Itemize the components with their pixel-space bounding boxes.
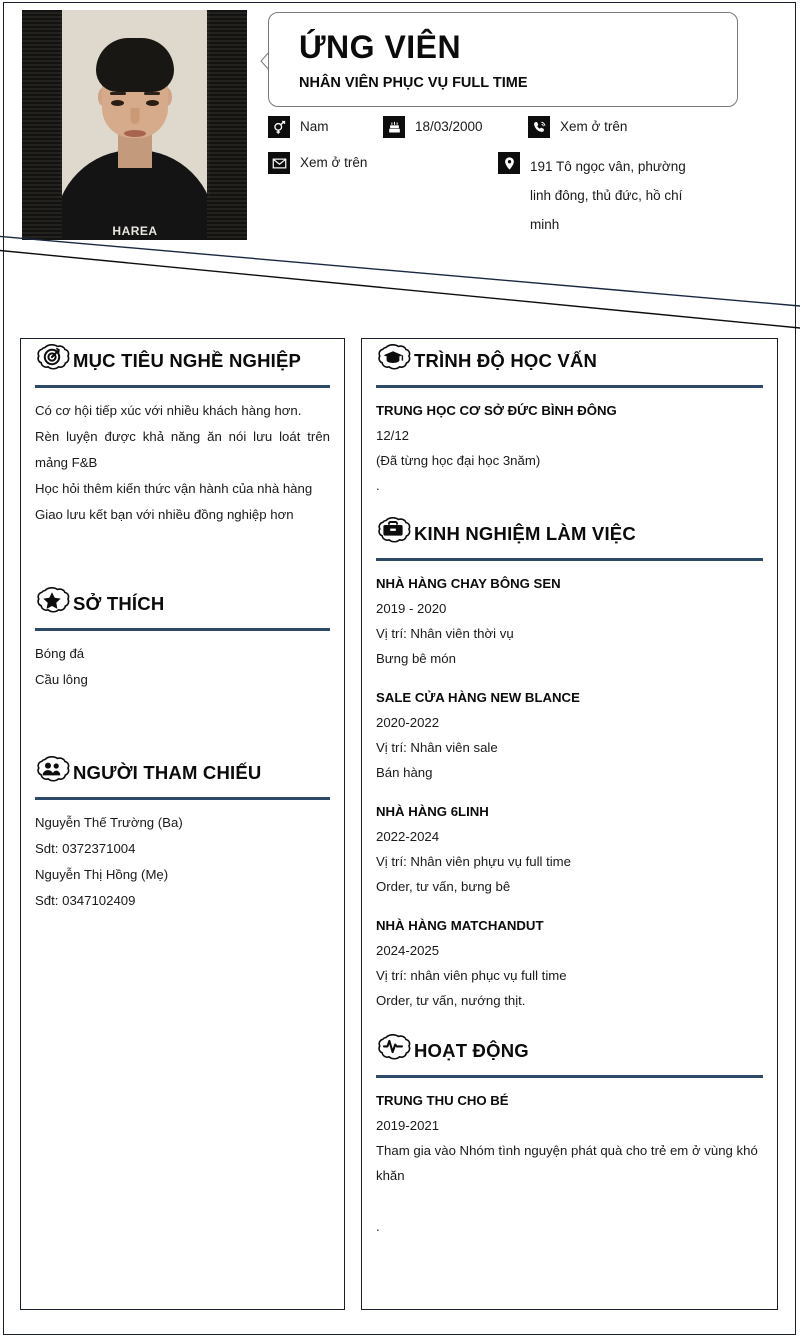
entry-line: Vị trí: Nhân viên thời vụ <box>376 626 514 641</box>
entry-name: TRUNG HỌC CƠ SỞ ĐỨC BÌNH ĐÔNG <box>376 403 617 418</box>
entry-line: Order, tư vấn, bưng bê <box>376 879 511 894</box>
entry-line: (Đã từng học đại học 3năm) <box>376 453 541 468</box>
objective-line: Có cơ hội tiếp xúc với nhiều khách hàng hơn. <box>35 403 302 418</box>
entry-line: . <box>376 1219 380 1234</box>
candidate-photo <box>22 10 247 240</box>
section-title: TRÌNH ĐỘ HỌC VẤN <box>414 350 598 371</box>
entry-line: Tham gia vào Nhóm tình nguyện phát quà cho trẻ em ở vùng khó khăn <box>376 1143 758 1183</box>
entry-line: 2019-2021 <box>376 1118 440 1133</box>
right-column-panel <box>361 338 778 1310</box>
objective-line: Giao lưu kết bạn với nhiều đồng nghiệp hơn <box>35 507 294 522</box>
entry-line: 2022-2024 <box>376 829 440 844</box>
contact-email <box>268 152 367 174</box>
experience-entry <box>376 571 763 671</box>
contact-address-value: 191 Tô ngọc vân, phường linh đông, thủ đức, hồ chí minh <box>530 159 686 232</box>
section-title: NGƯỜI THAM CHIẾU <box>73 762 262 783</box>
entry-line: Bưng bê món <box>376 651 456 666</box>
objective-line: Học hỏi thêm kiến thức vận hành của nhà hàng <box>35 481 313 496</box>
left-column-panel <box>20 338 345 1310</box>
hobby-item: Bóng đá <box>35 646 85 661</box>
phone-icon <box>528 116 550 138</box>
cv-header <box>0 0 800 250</box>
section-hobbies <box>21 582 344 693</box>
portrait-illustration <box>60 10 210 240</box>
location-pin-icon <box>498 152 520 174</box>
entry-line: Vị trí: Nhân viên phựu vụ full time <box>376 854 572 869</box>
contact-phone <box>528 116 627 138</box>
section-objective <box>21 339 344 528</box>
entry-name: NHÀ HÀNG MATCHANDUT <box>376 918 544 933</box>
reference-line: Nguyễn Thị Hồng (Mẹ) <box>35 867 169 882</box>
contact-email-value: Xem ở trên <box>300 155 368 170</box>
entry-line: Vị trí: nhân viên phục vụ full time <box>376 968 567 983</box>
birthday-cake-icon <box>383 116 405 138</box>
section-title: MỤC TIÊU NGHỀ NGHIỆP <box>73 350 302 371</box>
title-bubble <box>268 12 738 107</box>
entry-name: TRUNG THU CHO BÉ <box>376 1093 509 1108</box>
entry-line: Order, tư vấn, nướng thịt. <box>376 993 526 1008</box>
target-icon <box>33 343 77 379</box>
experience-entry <box>376 799 763 899</box>
contact-address <box>498 152 705 239</box>
section-references <box>21 751 344 914</box>
gender-icon <box>268 116 290 138</box>
entry-name: SALE CỬA HÀNG NEW BLANCE <box>376 690 580 705</box>
briefcase-icon <box>374 516 418 552</box>
contact-dob-value: 18/03/2000 <box>415 119 483 134</box>
section-title: HOẠT ĐỘNG <box>414 1040 529 1061</box>
star-icon <box>33 586 77 622</box>
section-education <box>362 339 777 498</box>
activity-entry <box>376 1088 763 1239</box>
contact-gender <box>268 116 329 138</box>
shirt-text: HAREA <box>112 224 158 238</box>
reference-line: Sđt: 0347102409 <box>35 893 136 908</box>
entry-name: NHÀ HÀNG 6LINH <box>376 804 489 819</box>
contact-dob <box>383 116 483 138</box>
diagonal-divider <box>0 232 800 332</box>
education-entry <box>376 398 763 498</box>
page-title: ỨNG VIÊN <box>299 29 462 65</box>
section-title: KINH NGHIỆM LÀM VIỆC <box>414 523 636 544</box>
entry-line: 12/12 <box>376 428 410 443</box>
page-subtitle: NHÂN VIÊN PHỤC VỤ FULL TIME <box>299 75 528 91</box>
reference-line: Sdt: 0372371004 <box>35 841 136 856</box>
entry-line: Bán hàng <box>376 765 433 780</box>
experience-entry <box>376 913 763 1013</box>
entry-line: 2019 - 2020 <box>376 601 447 616</box>
people-icon <box>33 755 77 791</box>
entry-line: 2024-2025 <box>376 943 440 958</box>
entry-name: NHÀ HÀNG CHAY BÔNG SEN <box>376 576 561 591</box>
section-experience <box>362 512 777 1013</box>
entry-line: Vị trí: Nhân viên sale <box>376 740 498 755</box>
experience-entry <box>376 685 763 785</box>
entry-line: . <box>376 478 380 493</box>
section-activities <box>362 1029 777 1239</box>
entry-line <box>376 1188 763 1214</box>
contact-gender-value: Nam <box>300 119 329 134</box>
hobby-item: Cầu lông <box>35 672 88 687</box>
objective-line: Rèn luyện được khả năng ăn nói lưu loát trên mảng F&B <box>35 429 330 470</box>
reference-line: Nguyễn Thế Trường (Ba) <box>35 815 183 830</box>
entry-line: 2020-2022 <box>376 715 440 730</box>
graduation-cap-icon <box>374 343 418 379</box>
envelope-icon <box>268 152 290 174</box>
contact-phone-value: Xem ở trên <box>560 119 628 134</box>
pulse-icon <box>374 1033 418 1069</box>
section-title: SỞ THÍCH <box>73 593 165 614</box>
